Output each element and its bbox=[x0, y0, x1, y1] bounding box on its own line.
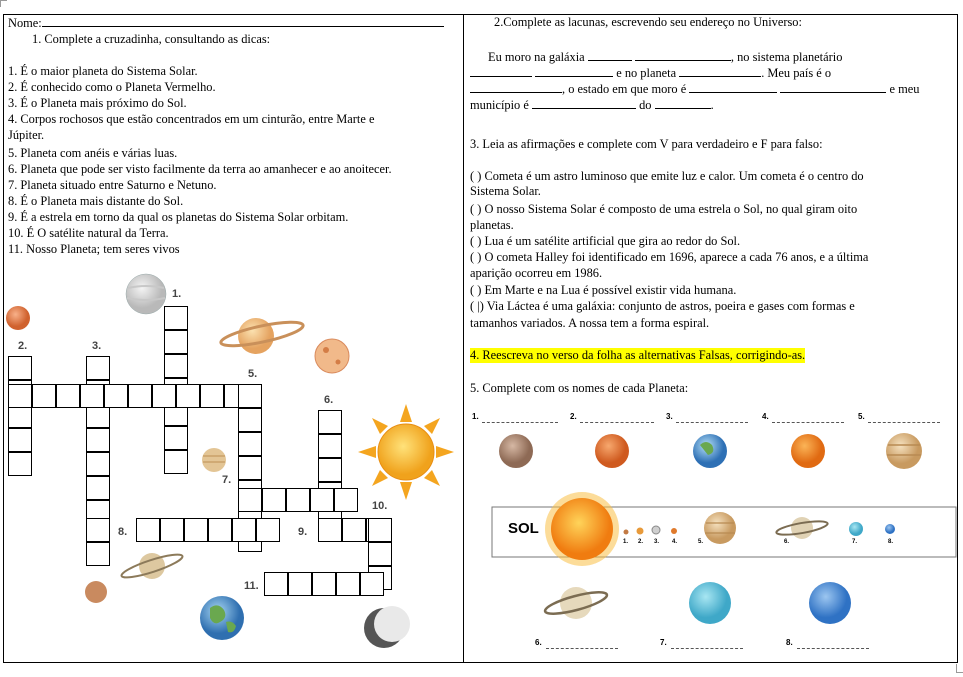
clue-6: 6. Planeta que pode ser visto facilmente da terra ao amanhecer e ao anoitecer. bbox=[8, 162, 392, 176]
clue-4: 4. Corpos rochosos que estão concentrados em um cinturão, entre Marte e bbox=[8, 112, 375, 126]
strip-earth-icon bbox=[652, 526, 660, 534]
q2-l2-text-b: . Meu país é o bbox=[761, 66, 832, 80]
cw-num-6: 6. bbox=[324, 394, 334, 406]
page-corner-mark-bottom bbox=[956, 664, 963, 673]
clue-1: 1. É o maior planeta do Sistema Solar. bbox=[8, 64, 198, 78]
q3-item-2-cont: planetas. bbox=[470, 218, 514, 232]
q3-item-1[interactable]: ( ) Cometa é um astro luminoso que emite luz e calor. Um cometa é o centro do bbox=[470, 169, 864, 183]
name-label: Nome: bbox=[8, 16, 42, 30]
q5-label-5: 5. bbox=[858, 412, 865, 421]
cw-num-5: 5. bbox=[248, 368, 258, 380]
earth-illustration-icon bbox=[200, 596, 244, 640]
q5-label-6: 6. bbox=[535, 638, 542, 647]
q5-label-3: 3. bbox=[666, 412, 673, 421]
strip-neptune-icon bbox=[885, 524, 895, 534]
crossword-illustrations bbox=[0, 270, 463, 660]
q5-planets-illustration bbox=[464, 425, 958, 663]
moon-illustration-icon bbox=[364, 606, 410, 648]
strip-label-6: 6. bbox=[784, 539, 790, 545]
q4-instruction: 4. Reescreva no verso da folha as alternativas Falsas, corrigindo-as. bbox=[470, 348, 806, 362]
clue-9: 9. É a estrela em torno da qual os planetas do Sistema Solar orbitam. bbox=[8, 210, 349, 224]
sun-icon bbox=[545, 492, 619, 566]
clue-2: 2. É conhecido como o Planeta Vermelho. bbox=[8, 80, 216, 94]
q5-label-7: 7. bbox=[660, 638, 667, 647]
blank-state-1[interactable] bbox=[689, 81, 777, 93]
clue-3: 3. É o Planeta mais próximo do Sol. bbox=[8, 96, 187, 110]
clue-4-cont: Júpiter. bbox=[8, 128, 45, 142]
blank-system-1[interactable] bbox=[470, 65, 532, 77]
q2-line-3 bbox=[470, 81, 919, 97]
strip-label-5: 5. bbox=[698, 539, 704, 545]
strip-uranus-icon bbox=[849, 522, 863, 536]
clue-8: 8. É o Planeta mais distante do Sol. bbox=[8, 194, 184, 208]
strip-label-8: 8. bbox=[888, 539, 894, 545]
q2-l1-text-a: Eu moro na galáxia bbox=[488, 50, 585, 64]
cw-num-2: 2. bbox=[18, 340, 28, 352]
strip-label-4: 4. bbox=[672, 539, 678, 545]
blank-galaxy-1[interactable] bbox=[588, 49, 632, 61]
q3-item-6-cont: tamanhos variados. A nossa tem a forma espiral. bbox=[470, 316, 710, 330]
blank-country[interactable] bbox=[470, 81, 562, 93]
planet-1-icon bbox=[499, 434, 533, 468]
strip-label-3: 3. bbox=[654, 539, 660, 545]
venus-illustration-icon bbox=[315, 339, 349, 373]
blank-city-state[interactable] bbox=[655, 97, 711, 109]
cw-num-7: 7. bbox=[222, 474, 232, 486]
q5-answer-3[interactable] bbox=[676, 422, 748, 423]
q5-answer-6[interactable] bbox=[546, 648, 618, 649]
strip-label-7: 7. bbox=[852, 539, 858, 545]
q5-label-1: 1. bbox=[472, 412, 479, 421]
q2-l4-text-c: . bbox=[710, 98, 714, 112]
q5-answer-5[interactable] bbox=[868, 422, 940, 423]
blank-city[interactable] bbox=[532, 97, 636, 109]
q5-label-8: 8. bbox=[786, 638, 793, 647]
q2-l3-text-b: e meu bbox=[889, 82, 920, 96]
blank-state-2[interactable] bbox=[780, 81, 886, 93]
q3-item-1-cont: Sistema Solar. bbox=[470, 184, 541, 198]
q2-line-1 bbox=[488, 49, 842, 65]
q2-l3-text-a: , o estado em que moro é bbox=[562, 82, 687, 96]
q5-title: 5. Complete com os nomes de cada Planeta: bbox=[470, 381, 689, 395]
clue-7: 7. Planeta situado entre Saturno e Netuno. bbox=[8, 178, 217, 192]
q5-answer-7[interactable] bbox=[671, 648, 743, 649]
planet-8-icon bbox=[809, 582, 851, 624]
q3-item-3[interactable]: ( ) Lua é um satélite artificial que gira ao redor do Sol. bbox=[470, 234, 741, 248]
page-corner-mark bbox=[0, 0, 7, 7]
cw-num-11: 11. bbox=[244, 580, 259, 592]
cw-num-1: 1. bbox=[172, 288, 182, 300]
q2-l4-text-b: do bbox=[639, 98, 652, 112]
q3-title: 3. Leia as afirmações e complete com V para verdadeiro e F para falso: bbox=[470, 137, 823, 151]
planet-4-icon bbox=[791, 434, 825, 468]
cw-num-9: 9. bbox=[298, 526, 308, 538]
q3-item-4[interactable]: ( ) O cometa Halley foi identificado em 1696, aparece a cada 76 anos, e a última bbox=[470, 250, 869, 264]
small-saturn-illustration-icon bbox=[120, 550, 185, 581]
q3-item-2[interactable]: ( ) O nosso Sistema Solar é composto de uma estrela o Sol, no qual giram oito bbox=[470, 202, 858, 216]
strip-label-1: 1. bbox=[623, 539, 629, 545]
q2-line-2 bbox=[470, 65, 831, 81]
clue-10: 10. É O satélite natural da Terra. bbox=[8, 226, 169, 240]
q2-l2-text-a: e no planeta bbox=[616, 66, 677, 80]
planet-3-icon bbox=[693, 434, 727, 468]
uranus-illustration-icon bbox=[202, 448, 226, 472]
mars-illustration-icon bbox=[6, 306, 30, 330]
name-line[interactable] bbox=[8, 15, 444, 31]
q5-label-2: 2. bbox=[570, 412, 577, 421]
q3-item-6[interactable]: ( |) Via Láctea é uma galáxia: conjunto de astros, poeira e gases com formas e bbox=[470, 299, 855, 313]
q5-answer-8[interactable] bbox=[797, 648, 869, 649]
sol-label: SOL bbox=[508, 520, 539, 537]
blank-system-2[interactable] bbox=[535, 65, 613, 77]
cw-num-3: 3. bbox=[92, 340, 102, 352]
planet-7-icon bbox=[689, 582, 731, 624]
sun-illustration-icon bbox=[358, 404, 454, 500]
strip-label-2: 2. bbox=[638, 539, 644, 545]
strip-jupiter-icon bbox=[704, 512, 736, 544]
clue-11: 11. Nosso Planeta; tem seres vivos bbox=[8, 242, 180, 256]
jupiter-illustration-icon bbox=[126, 274, 166, 314]
q5-answer-1[interactable] bbox=[482, 422, 558, 423]
q2-line-4 bbox=[470, 97, 714, 113]
q1-title: 1. Complete a cruzadinha, consultando as dicas: bbox=[32, 32, 271, 46]
planet-2-icon bbox=[595, 434, 629, 468]
blank-galaxy-2[interactable] bbox=[635, 49, 731, 61]
strip-mars-icon bbox=[671, 528, 677, 534]
planet-5-icon bbox=[886, 433, 922, 469]
strip-mercury-icon bbox=[624, 530, 629, 535]
q5-answer-2[interactable] bbox=[580, 422, 654, 423]
cw-num-8: 8. bbox=[118, 526, 128, 538]
blank-planet[interactable] bbox=[679, 65, 761, 77]
pluto-illustration-icon bbox=[85, 581, 107, 603]
q3-item-4-cont: aparição ocorreu em 1986. bbox=[470, 266, 603, 280]
q5-label-4: 4. bbox=[762, 412, 769, 421]
q5-answer-4[interactable] bbox=[772, 422, 844, 423]
cw-num-10: 10. bbox=[372, 500, 388, 512]
planet-6-icon bbox=[543, 587, 608, 619]
q2-title: 2.Complete as lacunas, escrevendo seu endereço no Universo: bbox=[494, 15, 802, 29]
clue-5: 5. Planeta com anéis e várias luas. bbox=[8, 146, 178, 160]
strip-venus-icon bbox=[637, 528, 644, 535]
q2-l4-text-a: município é bbox=[470, 98, 529, 112]
saturn-illustration-icon bbox=[219, 317, 304, 354]
q3-item-5[interactable]: ( ) Em Marte e na Lua é possível existir vida humana. bbox=[470, 283, 737, 297]
q2-l1-text-b: , no sistema planetário bbox=[730, 50, 843, 64]
name-blank[interactable] bbox=[42, 15, 444, 27]
